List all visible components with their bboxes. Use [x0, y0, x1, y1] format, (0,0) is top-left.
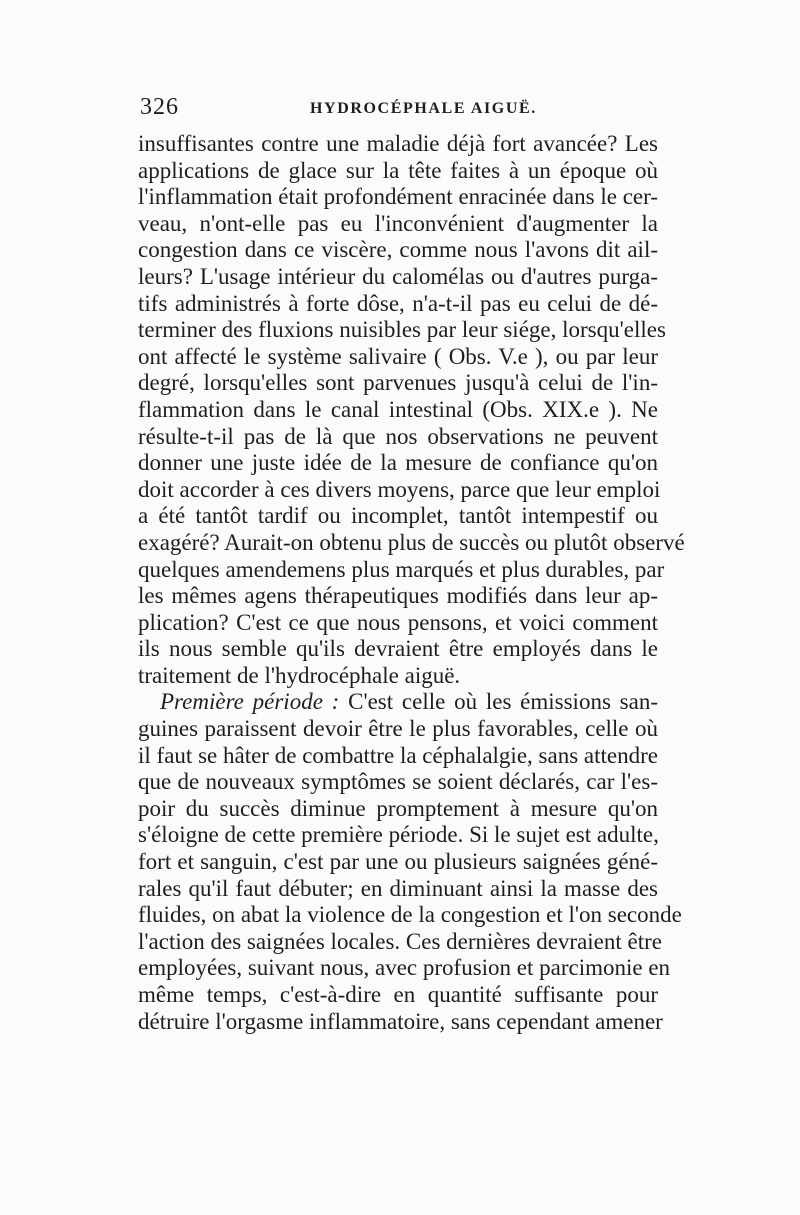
text-line: traitement de l'hydrocéphale aiguë.	[138, 662, 461, 688]
text-line: congestion dans ce viscère, comme nous l'avons dit ail-	[138, 237, 658, 263]
text-line: ils nous semble qu'ils devraient être employés dans le	[138, 636, 658, 662]
text-line: détruire l'orgasme inflammatoire, sans cependant amener	[138, 1008, 663, 1034]
text-fragment: C'est celle où les émissions san-	[339, 689, 658, 715]
text-line: il faut se hâter de combattre la céphalalgie, sans attendre	[138, 742, 658, 768]
text-line: fluides, on abat la violence de la congestion et l'on seconde	[138, 902, 682, 928]
page-header	[138, 94, 658, 130]
text-line: insuffisantes contre une maladie déjà fort avancée? Les	[138, 131, 658, 156]
text-line: guines paraissent devoir être le plus favorables, celle où	[138, 716, 658, 742]
text-line: poir du succès diminue promptement à mesure qu'on	[138, 795, 658, 821]
text-line: l'action des saignées locales. Ces dernières devraient être	[138, 928, 662, 954]
text-line: leurs? L'usage intérieur du calomélas ou d'autres purga-	[138, 263, 658, 289]
text-line: terminer des fluxions nuisibles par leur siége, lorsqu'elles	[138, 317, 666, 343]
paragraph-1	[138, 131, 685, 689]
text-line: employées, suivant nous, avec profusion et parcimonie en	[138, 955, 671, 981]
text-line: rales qu'il faut débuter; en diminuant ainsi la masse des	[138, 875, 658, 901]
text-line: exagéré? Aurait-on obtenu plus de succès ou plutôt observé	[138, 529, 685, 555]
text-line: a été tantôt tardif ou incomplet, tantôt intempestif ou	[138, 503, 658, 529]
text-line: fort et sanguin, c'est par une ou plusieurs saignées géné-	[138, 849, 658, 875]
text-line: tifs administrés à forte dôse, n'a-t-il pas eu celui de dé-	[138, 290, 658, 316]
page-number: 326	[140, 94, 179, 120]
running-head: HYDROCÉPHALE AIGUË.	[310, 100, 537, 117]
body-text	[138, 131, 685, 1035]
text-line: résulte-t-il pas de là que nos observations ne peuvent	[138, 423, 658, 449]
text-line: que de nouveaux symptômes se soient déclarés, car l'es-	[138, 769, 658, 795]
text-line	[138, 689, 658, 716]
text-line: même temps, c'est-à-dire en quantité suffisante pour	[138, 982, 658, 1007]
text-line: l'inflammation était profondément enracinée dans le cer-	[138, 184, 658, 210]
text-line: doit accorder à ces divers moyens, parce que leur emploi	[138, 476, 661, 502]
text-line: s'éloigne de cette première période. Si le sujet est adulte,	[138, 822, 659, 848]
text-line: quelques amendemens plus marqués et plus durables, par	[138, 556, 665, 582]
text-line: veau, n'ont-elle pas eu l'inconvénient d'augmenter la	[138, 210, 658, 236]
text-line: ont affecté le système salivaire ( Obs. V.e ), ou par leur	[138, 343, 658, 369]
text-line: plication? C'est ce que nous pensons, et voici comment	[138, 609, 658, 635]
text-line: donner une juste idée de la mesure de confiance qu'on	[138, 450, 658, 476]
text-line: flammation dans le canal intestinal (Obs. XIX.e ). Ne	[138, 396, 658, 422]
text-line: les mêmes agens thérapeutiques modifiés dans leur ap-	[138, 583, 658, 609]
text-line: degré, lorsqu'elles sont parvenues jusqu'à celui de l'in-	[138, 370, 658, 396]
text-line: applications de glace sur la tête faites à un époque où	[138, 157, 658, 183]
section-lead-italic: Première période :	[160, 689, 340, 715]
paragraph-2	[138, 689, 682, 1035]
